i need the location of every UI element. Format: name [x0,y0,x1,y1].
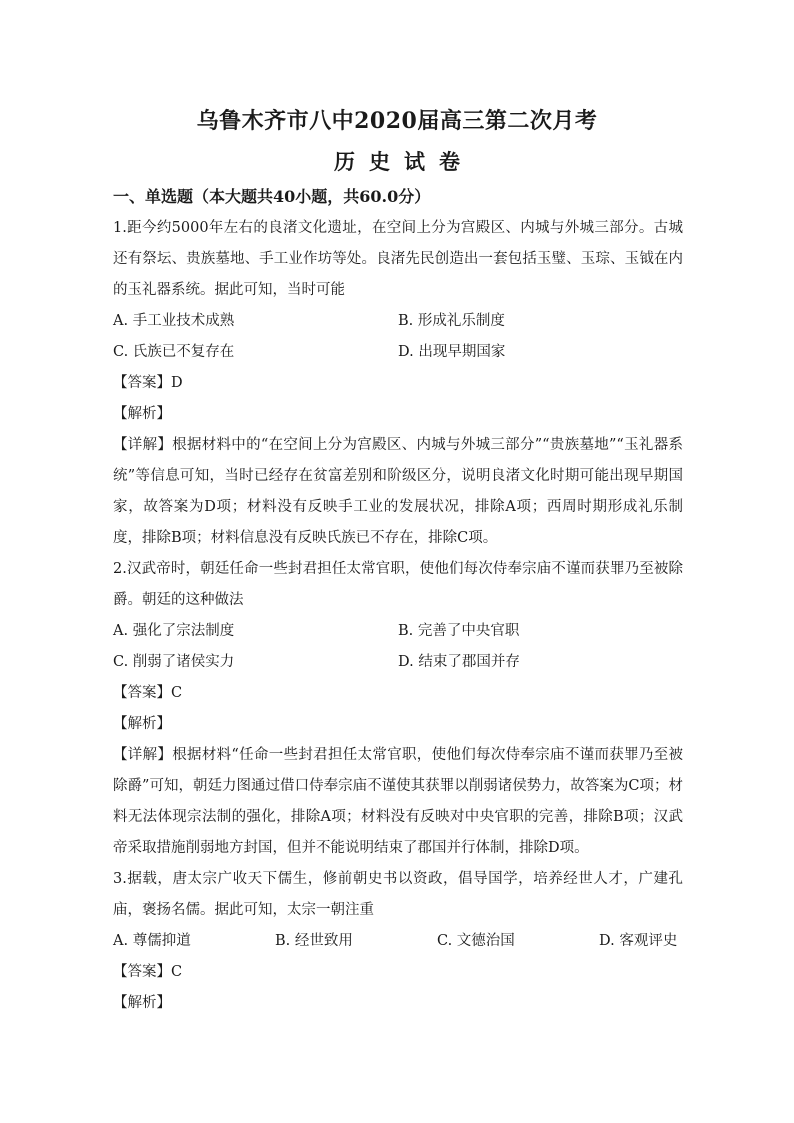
answer-value: D [171,375,183,391]
answer-label: 【答案】 [113,964,171,980]
question-1-options [113,306,683,337]
exam-subtitle: 历史试卷 [334,149,474,174]
question-3-options [113,926,683,957]
question-1-options-row2 [113,337,683,368]
question-3-answer [113,957,683,988]
question-1-option-c: C. 氏族已不复存在 [113,344,235,360]
question-2-answer [113,678,683,709]
question-2-stem: 2.汉武帝时，朝廷任命一些封君担任太常官职，使他们每次侍奉宗庙不谨而获罪乃至被除爵。朝廷的这种做法 [113,561,683,608]
answer-value: C [171,685,183,701]
question-3-analysis-label: 【解析】 [113,995,171,1011]
question-2-option-c: C. 削弱了诸侯实力 [113,654,235,670]
exam-title: 乌鲁木齐市八中2020届高三第二次月考 [196,108,598,134]
question-1-option-b: B. 形成礼乐制度 [398,313,505,329]
question-1-answer [113,368,683,399]
question-2-detail: 【详解】根据材料“任命一些封君担任太常官职，使他们每次侍奉宗庙不谨而获罪乃至被除爵”可知，朝廷力图通过借口侍奉宗庙不谨使其获罪以削弱诸侯势力，故答案为C项；材料无法体现宗法制的强化，排除A项；材料没有反映对中央官职的完善，排除B项；汉武帝采取措施削弱地方封国，但并不能说明结束了郡国并行体制，排除D项。 [113,747,683,856]
question-1-analysis-label: 【解析】 [113,406,171,422]
question-3-stem: 3.据载，唐太宗广收天下儒生，修前朝史书以资政，倡导国学，培养经世人才，广建孔庙，褒扬名儒。据此可知，太宗一朝注重 [113,871,683,918]
question-1-detail: 【详解】根据材料中的“在空间上分为宫殿区、内城与外城三部分”“贵族墓地”“玉礼器系统”等信息可知，当时已经存在贫富差别和阶级区分，说明良渚文化时期可能出现早期国家，故答案为D项；材料没有反映手工业的发展状况，排除A项；西周时期形成礼乐制度，排除B项；材料信息没有反映氏族已不存在，排除C项。 [113,437,683,546]
question-3-option-d: D. 客观评史 [599,933,678,949]
question-1-option-a: A. 手工业技术成熟 [113,313,235,329]
answer-label: 【答案】 [113,375,171,391]
question-1-stem: 1.距今约5000年左右的良渚文化遗址，在空间上分为宫殿区、内城与外城三部分。古城还有祭坛、贵族墓地、手工业作坊等处。良渚先民创造出一套包括玉璧、玉琮、玉钺在内的玉礼器系统。据此可知，当时可能 [113,220,683,298]
question-2-option-a: A. 强化了宗法制度 [113,623,235,639]
answer-label: 【答案】 [113,685,171,701]
section-heading: 一、单选题（本大题共40小题，共60.0分） [113,187,431,206]
answer-value: C [171,964,183,980]
question-2-options [113,616,683,647]
question-3-option-b: B. 经世致用 [275,933,353,949]
question-3-option-a: A. 尊儒抑道 [113,933,191,949]
question-2-option-d: D. 结束了郡国并存 [398,654,520,670]
question-2-options-row2 [113,647,683,678]
questions-content [113,213,683,1019]
question-2-option-b: B. 完善了中央官职 [398,623,520,639]
question-1-option-d: D. 出现早期国家 [398,344,506,360]
question-3-option-c: C. 文德治国 [437,933,515,949]
question-2-analysis-label: 【解析】 [113,716,171,732]
